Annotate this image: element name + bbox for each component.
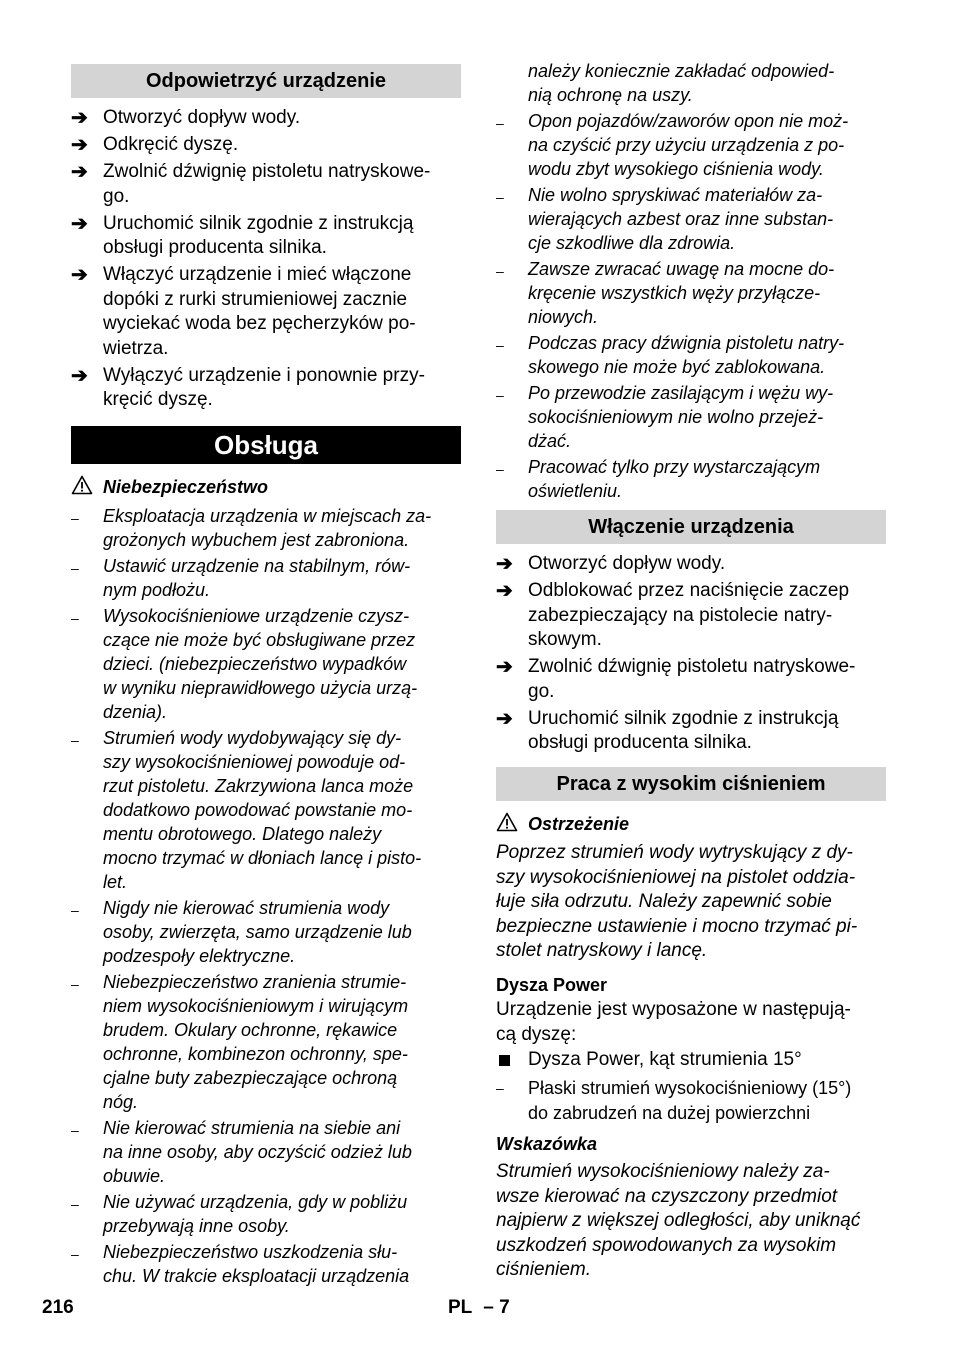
step-item: [71, 263, 461, 361]
item-line: go.: [103, 185, 130, 207]
item-line: mocno trzymać w dłoniach lancę i pisto-: [103, 848, 422, 868]
text-line: łuje siła odrzutu. Należy zapewnić sobie: [496, 891, 832, 912]
right-arrow-icon: ➔: [71, 264, 88, 286]
hint-heading: Wskazówka: [496, 1134, 598, 1154]
item-line: Nie kierować strumienia na siebie ani: [103, 1118, 401, 1138]
item-line: let.: [103, 872, 128, 892]
dash-bullet: –: [496, 189, 504, 205]
right-arrow-icon: ➔: [496, 707, 513, 730]
item-line: niowych.: [528, 307, 599, 327]
dash-bullet: –: [71, 1196, 79, 1212]
section-heading-praca: Praca z wysokim ciśnieniem: [496, 767, 886, 801]
item-line: dzieci. (niebezpieczeństwo wypadków: [103, 654, 407, 674]
warning-heading: [496, 812, 886, 836]
page-number: 216: [42, 1297, 74, 1318]
item-line: w wyniku nieprawidłowego użycia urzą-: [103, 678, 418, 698]
warning-list-item: [71, 554, 461, 602]
item-line: dopóki z rurki strumieniowej zacznie: [103, 288, 408, 310]
dash-bullet: –: [71, 560, 79, 576]
step-item: [496, 552, 886, 577]
warning-list-item: [71, 1190, 461, 1238]
warning-list-item: [71, 504, 461, 552]
item-line: Uruchomić silnik zgodnie z instrukcją: [103, 212, 414, 234]
item-line: Odblokować przez naciśnięcie zaczep: [528, 580, 850, 601]
dash-bullet: –: [496, 337, 504, 353]
item-line: nóg.: [103, 1092, 139, 1112]
dash-bullet: –: [71, 976, 79, 992]
item-line: Zwolnić dźwignię pistoletu natryskowe-: [103, 161, 431, 182]
text-line: Płaski strumień wysokociśnieniowy (15°): [528, 1078, 852, 1098]
power-nozzle-heading: Dysza Power: [496, 975, 608, 995]
item-line: na czyścić przy użyciu urządzenia z po-: [528, 135, 845, 155]
dash-bullet: –: [71, 1122, 79, 1138]
item-line: obsługi producenta silnika.: [103, 237, 327, 258]
item-line: Podczas pracy dźwignia pistoletu natry-: [528, 333, 845, 353]
dash-bullet: –: [71, 610, 79, 626]
text-line: Strumień wysokociśnieniowy należy za-: [496, 1161, 830, 1182]
dash-bullet: –: [71, 902, 79, 918]
warning-list-item: [71, 896, 461, 968]
warning-label: Ostrzeżenie: [528, 814, 630, 834]
item-line: wietrza.: [103, 337, 169, 359]
warning-list-item: [496, 257, 886, 329]
item-line: szy wysokociśnieniowej powoduje od-: [103, 752, 406, 772]
item-line: wodu zbyt wysokiego ciśnienia wody.: [528, 159, 824, 179]
dash-bullet: –: [71, 510, 79, 526]
item-line: Pracować tylko przy wystarczającym: [528, 457, 821, 477]
dash-bullet: –: [496, 115, 504, 131]
step-item: [71, 212, 461, 261]
warning-list-item: [496, 331, 886, 379]
right-arrow-icon: ➔: [496, 656, 513, 678]
dash-bullet: –: [496, 387, 504, 403]
item-line: Otworzyć dopływ wody.: [103, 107, 301, 128]
dash-bullet: –: [496, 461, 504, 477]
item-line: Opon pojazdów/zaworów opon nie moż-: [528, 111, 849, 131]
step-item: [71, 106, 461, 131]
hint-text: [496, 1160, 886, 1283]
step-item: [71, 364, 461, 413]
item-line: nym podłożu.: [103, 580, 211, 600]
warning-triangle-icon: [496, 812, 518, 838]
text-line: Poprzez strumień wody wytryskujący z dy-: [496, 842, 853, 863]
text-line: najpierw z większej odległości, aby uniknąć: [496, 1210, 861, 1231]
item-line: skowego nie może być zablokowana.: [528, 357, 826, 377]
section-heading-odpowietrzyc: Odpowietrzyć urządzenie: [71, 64, 461, 98]
dash-bullet: –: [71, 732, 79, 748]
item-line: skowym.: [528, 629, 602, 650]
item-line: grożonych wybuchem jest zabroniona.: [103, 530, 410, 550]
text-line: stolet natryskowy i lancę.: [496, 940, 708, 961]
item-line: niem wysokociśnieniowym i wirującym: [103, 996, 409, 1016]
item-line: dodatkowo powodować powstanie mo-: [103, 800, 413, 820]
item-line: Uruchomić silnik zgodnie z instrukcją: [528, 707, 839, 729]
item-line: sokociśnieniowym nie wolno przejeż-: [528, 407, 824, 427]
item-line: czące nie może być obsługiwane przez: [103, 630, 416, 650]
item-line: wierających azbest oraz inne substan-: [528, 209, 834, 229]
text-line: nią ochronę na uszy.: [528, 85, 693, 105]
item-line: na inne osoby, aby oczyścić odzież lub: [103, 1142, 412, 1162]
item-line: Nigdy nie kierować strumienia wody: [103, 898, 390, 918]
item-line: chu. W trakcie eksploatacji urządzenia: [103, 1266, 410, 1286]
item-line: Nie używać urządzenia, gdy w pobliżu: [103, 1192, 408, 1212]
warning-list-item: [496, 455, 886, 503]
warning-list-item: [71, 970, 461, 1114]
item-line: rzut pistoletu. Zakrzywiona lanca może: [103, 776, 414, 796]
item-line: Nie wolno spryskiwać materiałów za-: [528, 185, 823, 205]
item-line: Zwolnić dźwignię pistoletu natryskowe-: [528, 656, 856, 677]
right-arrow-icon: ➔: [71, 134, 88, 156]
dash-bullet: –: [496, 263, 504, 279]
warning-list-item: [496, 109, 886, 181]
item-line: dzenia).: [103, 702, 168, 722]
item-line: przebywają inne osoby.: [103, 1216, 290, 1236]
item-line: brudem. Okulary ochronne, rękawice: [103, 1020, 398, 1040]
text-line: szy wysokociśnieniowej na pistolet oddzia-: [496, 866, 856, 888]
text-line: wsze kierować na czyszczony przedmiot: [496, 1185, 838, 1207]
item-line: kręcenie wszystkich węży przyłącze-: [528, 283, 821, 303]
right-arrow-icon: ➔: [71, 364, 88, 387]
item-line: Eksploatacja urządzenia w miejscach za-: [103, 506, 432, 526]
step-item: [496, 707, 886, 756]
item-line: obuwie.: [103, 1166, 166, 1186]
warning-list-item: [71, 604, 461, 724]
item-line: Zawsze zwracać uwagę na mocne do-: [528, 259, 835, 279]
item-line: dżać.: [528, 431, 572, 451]
item-line: Niebezpieczeństwo zranienia strumie-: [103, 972, 407, 992]
power-nozzle-text: [496, 998, 886, 1047]
right-arrow-icon: ➔: [496, 580, 513, 602]
right-arrow-icon: ➔: [496, 553, 513, 575]
square-bullet-icon: [496, 1048, 524, 1074]
warning-list-item: [496, 183, 886, 255]
item-line: Wyłączyć urządzenie i ponownie przy-: [103, 364, 425, 386]
warning-triangle-icon: [71, 475, 93, 501]
text-line: do zabrudzeń na dużej powierzchni: [528, 1102, 811, 1123]
warning-list-item: [71, 1116, 461, 1188]
step-item: [496, 655, 886, 704]
item-line: mentu obrotowego. Dlatego należy: [103, 824, 382, 844]
main-heading-obsluga: Obsługa: [71, 426, 461, 464]
item-line: go.: [528, 680, 555, 702]
warning-list-item: [71, 726, 461, 894]
text-line: Urządzenie jest wyposażone w następują-: [496, 999, 851, 1020]
right-arrow-icon: ➔: [71, 107, 88, 129]
power-nozzle-bullet: Dysza Power, kąt strumienia 15°: [496, 1048, 886, 1073]
text-line: uszkodzeń spowodowanych za wysokim: [496, 1234, 837, 1256]
item-line: wyciekać woda bez pęcherzyków po-: [103, 313, 416, 334]
item-line: oświetleniu.: [528, 481, 623, 501]
text-line: ciśnieniem.: [496, 1259, 592, 1280]
dash-bullet: –: [71, 1246, 79, 1262]
item-line: Odkręcić dyszę.: [103, 134, 239, 155]
danger-label: Niebezpieczeństwo: [103, 477, 269, 497]
right-arrow-icon: ➔: [71, 212, 88, 235]
item-line: ochronne, kombinezon ochronny, spe-: [103, 1044, 408, 1064]
text-line: cą dyszę:: [496, 1023, 577, 1045]
item-line: Wysokociśnieniowe urządzenie czysz-: [103, 606, 410, 626]
item-line: obsługi producenta silnika.: [528, 732, 752, 753]
item-line: osoby, zwierzęta, samo urządzenie lub: [103, 922, 412, 942]
warning-text: [496, 841, 886, 964]
step-item: [496, 579, 886, 653]
section-heading-wlaczenie: Włączenie urządzenia: [496, 510, 886, 544]
power-nozzle-dash-item: [496, 1076, 886, 1125]
item-line: Strumień wody wydobywający się dy-: [103, 728, 402, 748]
dash-bullet: –: [496, 1080, 504, 1096]
item-line: Ustawić urządzenie na stabilnym, rów-: [103, 556, 411, 576]
item-line: cje szkodliwe dla zdrowia.: [528, 233, 736, 253]
item-line: Po przewodzie zasilającym i wężu wy-: [528, 383, 834, 403]
danger-continued-text: [496, 59, 886, 107]
item-line: Otworzyć dopływ wody.: [528, 553, 726, 574]
warning-list-item: [496, 381, 886, 453]
warning-list-item: [71, 1240, 461, 1288]
language-code: PL: [448, 1297, 472, 1318]
item-line: cjalne buty zabezpieczające ochroną: [103, 1068, 398, 1088]
item-line: zabezpieczający na pistolecie natry-: [528, 604, 833, 626]
item-line: Włączyć urządzenie i mieć włączone: [103, 264, 412, 285]
text-line: bezpieczne ustawienie i mocno trzymać pi-: [496, 915, 858, 937]
right-arrow-icon: ➔: [71, 161, 88, 183]
item-line: kręcić dyszę.: [103, 389, 213, 410]
item-line: Niebezpieczeństwo uszkodzenia słu-: [103, 1242, 398, 1262]
text-line: należy koniecznie zakładać odpowied-: [528, 61, 835, 81]
step-item: [71, 133, 461, 158]
danger-heading: [71, 475, 461, 499]
step-item: [71, 160, 461, 209]
item-line: podzespoły elektryczne.: [103, 946, 296, 966]
section-page-number: – 7: [483, 1297, 510, 1318]
footer-language-section: [448, 1297, 510, 1319]
